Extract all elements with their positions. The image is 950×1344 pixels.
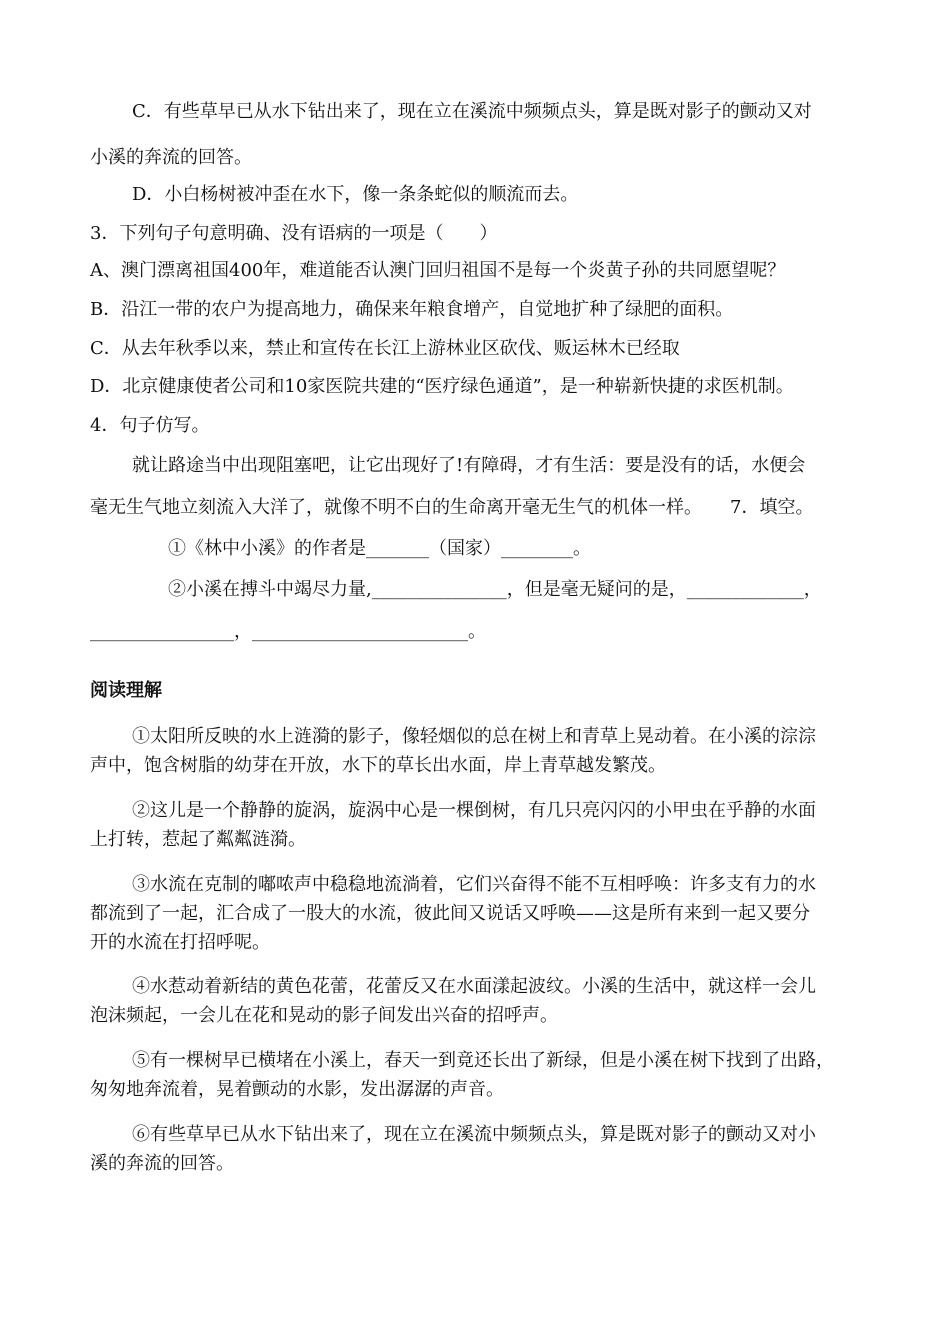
reading-p3-line3: 开的水流在打招呼呢。 — [90, 932, 270, 953]
reading-p1-line1: ①太阳所反映的水上涟漪的影子，像轻烟似的总在树上和青草上晃动着。在小溪的淙淙 — [132, 726, 816, 747]
reading-p2-line1: ②这儿是一个静静的旋涡，旋涡中心是一棵倒树，有几只亮闪闪的小甲虫在乎静的水面 — [132, 800, 816, 821]
q2-option-c-line1: C．有些草早已从水下钻出来了，现在立在溪流中频频点头，算是既对影子的颤动又对 — [132, 101, 812, 122]
reading-p6-line2: 溪的奔流的回答。 — [90, 1153, 234, 1174]
reading-p3-line2: 都流到了一起，汇合成了一股大的水流，彼此间又说话又呼唤——这是所有来到一起又要分 — [90, 903, 810, 924]
reading-p6-line1: ⑥有些草早已从水下钻出来了，现在立在溪流中频频点头，算是既对影子的颤动又对小 — [132, 1124, 816, 1145]
q7-item-1: ①《林中小溪》的作者是_______（国家）________。 — [168, 538, 591, 559]
q2-option-d: D．小白杨树被冲歪在水下，像一条条蛇似的顺流而去。 — [132, 184, 579, 205]
q4-passage-line1: 就让路途当中出现阻塞吧，让它出现好了!有障碍，才有生活：要是没有的话，水便会 — [132, 455, 806, 476]
q3-option-c: C．从去年秋季以来，禁止和宣传在长江上游林业区砍伐、贩运林木已经取 — [90, 338, 680, 359]
q2-option-c-line2: 小溪的奔流的回答。 — [90, 147, 252, 168]
reading-p3-line1: ③水流在克制的嘟哝声中稳稳地流淌着，它们兴奋得不能不互相呼唤：许多支有力的水 — [132, 874, 816, 895]
reading-p4-line2: 泡沫频起，一会儿在花和晃动的影子间发出兴奋的招呼声。 — [90, 1005, 558, 1026]
q4-passage-line2-text: 毫无生气地立刻流入大洋了，就像不明不白的生命离开毫无生气的机体一样。 — [90, 497, 702, 518]
q3-option-b: B．沿江一带的农户为提高地力，确保来年粮食增产，自觉地扩种了绿肥的面积。 — [90, 299, 734, 320]
reading-p5-line2: 匆匆地奔流着，晃着颤动的水影，发出潺潺的声音。 — [90, 1079, 504, 1100]
q4-stem: 4．句子仿写。 — [90, 415, 210, 436]
reading-p5-line1: ⑤有一棵树早已横堵在小溪上，春天一到竟还长出了新绿，但是小溪在树下找到了出路， — [132, 1050, 834, 1071]
reading-p2-line2: 上打转，惹起了粼粼涟漪。 — [90, 829, 306, 850]
q7-label: 7．填空。 — [730, 497, 814, 518]
q7-item-2: ②小溪在搏斗中竭尽力量,_______________，但是毫无疑问的是，_____________， — [168, 579, 822, 600]
reading-p4-line1: ④水惹动着新结的黄色花蕾，花蕾反又在水面漾起波纹。小溪的生活中，就这样一会儿 — [132, 976, 816, 997]
q7-item-2-continued: ________________，________________________。 — [90, 621, 486, 642]
q4-passage-line2 — [90, 495, 813, 521]
q3-stem: 3．下列句子句意明确、没有语病的一项是（ ） — [90, 223, 498, 244]
reading-heading: 阅读理解 — [90, 680, 162, 701]
reading-p1-line2: 声中，饱含树脂的幼芽在开放，水下的草长出水面，岸上青草越发繁茂。 — [90, 755, 666, 776]
q3-option-d: D．北京健康使者公司和10家医院共建的“医疗绿色通道”，是一种崭新快捷的求医机制。 — [90, 376, 794, 397]
q3-option-a: A、澳门漂离祖国400年，难道能否认澳门回归祖国不是每一个炎黄子孙的共同愿望呢？ — [90, 260, 786, 281]
